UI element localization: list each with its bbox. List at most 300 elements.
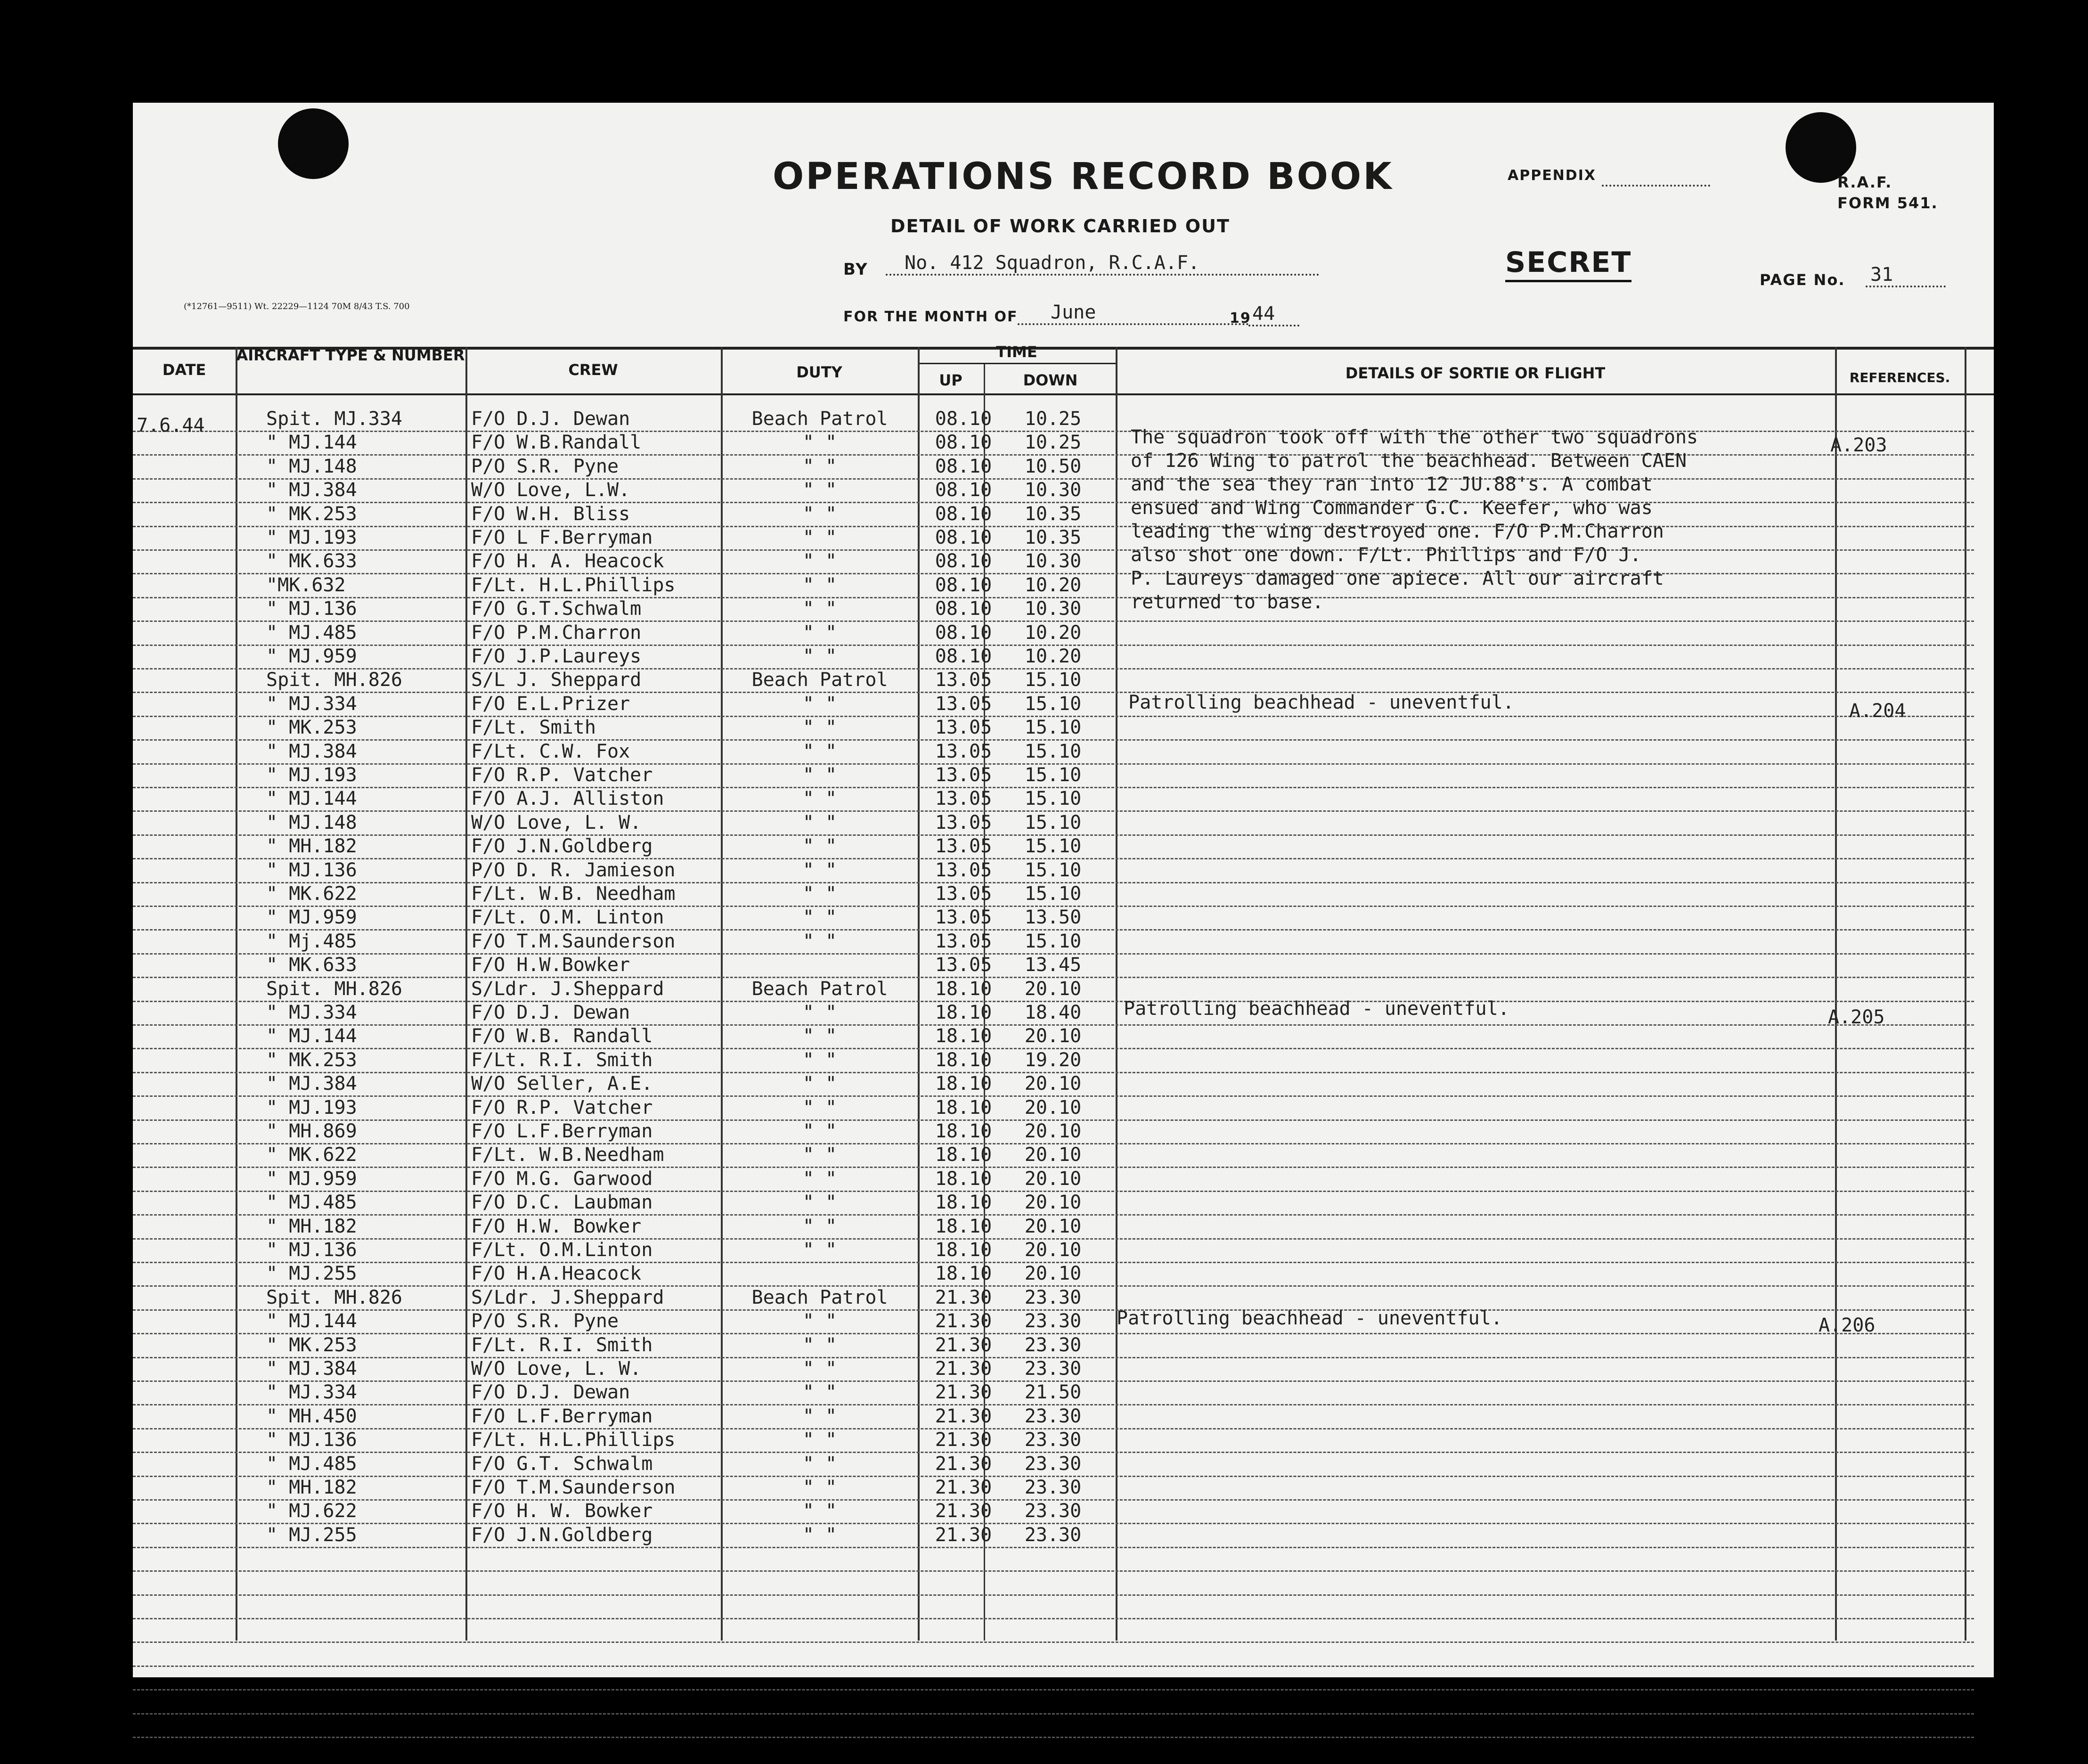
crew-cell: F/O A.J. Alliston xyxy=(471,788,664,809)
crew-cell: F/O J.P.Laureys xyxy=(471,645,642,667)
time-up-cell: 13.05 xyxy=(935,835,992,857)
time-down-cell: 10.20 xyxy=(1024,622,1082,644)
time-up-cell: 08.10 xyxy=(935,598,992,620)
duty-cell: " " xyxy=(802,645,837,667)
time-down-cell: 23.30 xyxy=(1024,1310,1082,1332)
time-down-cell: 15.10 xyxy=(1024,693,1082,715)
aircraft-cell: " MJ.148 xyxy=(266,812,357,833)
reference-1: A.203 xyxy=(1830,434,1887,456)
time-up-cell: 08.10 xyxy=(935,503,992,525)
page-title: OPERATIONS RECORD BOOK xyxy=(773,155,1394,198)
aircraft-cell: " MJ.193 xyxy=(266,764,357,786)
time-down-cell: 20.10 xyxy=(1024,1097,1082,1119)
duty-cell: " " xyxy=(802,1429,837,1451)
aircraft-cell: " MJ.959 xyxy=(266,1168,357,1190)
time-down-cell: 15.10 xyxy=(1024,812,1082,833)
duty-cell: " " xyxy=(802,835,837,857)
time-down-cell: 10.30 xyxy=(1024,550,1082,572)
crew-cell: F/O D.J. Dewan xyxy=(471,408,630,430)
raf-label: R.A.F. xyxy=(1837,173,1892,191)
duty-cell: " " xyxy=(802,931,837,952)
duty-cell: " " xyxy=(802,503,837,525)
col-header-duty: DUTY xyxy=(796,363,842,381)
duty-cell: " " xyxy=(802,1334,837,1356)
crew-cell: W/O Love, L. W. xyxy=(471,1358,642,1380)
appendix-line xyxy=(1602,185,1710,187)
duty-cell: " " xyxy=(802,741,837,762)
duty-cell: " " xyxy=(802,812,837,833)
aircraft-cell: " MJ.136 xyxy=(266,859,357,881)
year-value: 44 xyxy=(1248,303,1299,327)
time-up-cell: 18.10 xyxy=(935,978,992,1000)
time-down-cell: 15.10 xyxy=(1024,931,1082,952)
row-rule xyxy=(133,1547,1974,1548)
punch-hole-right xyxy=(1786,112,1856,183)
crew-cell: S/Ldr. J.Sheppard xyxy=(471,1287,664,1308)
crew-cell: F/O J.N.Goldberg xyxy=(471,1524,653,1546)
squadron-name: No. 412 Squadron, R.C.A.F. xyxy=(886,252,1319,276)
crew-cell: P/O S.R. Pyne xyxy=(471,456,619,477)
aircraft-cell: " MJ.136 xyxy=(266,1429,357,1451)
time-up-cell: 18.10 xyxy=(935,1002,992,1023)
time-up-cell: 13.05 xyxy=(935,931,992,952)
sortie-detail-line: of 126 Wing to patrol the beachhead. Between CAEN xyxy=(1131,450,1687,472)
form-number: FORM 541. xyxy=(1837,194,1938,212)
aircraft-cell: " MK.622 xyxy=(266,1144,357,1166)
time-down-cell: 20.10 xyxy=(1024,1144,1082,1166)
aircraft-cell: " MJ.959 xyxy=(266,906,357,928)
aircraft-cell: " MJ.622 xyxy=(266,1500,357,1522)
crew-cell: F/Lt. H.L.Phillips xyxy=(471,1429,676,1451)
crew-cell: F/O J.N.Goldberg xyxy=(471,835,653,857)
entry-date: 7.6.44 xyxy=(137,415,205,436)
crew-cell: F/O H.A.Heacock xyxy=(471,1263,642,1284)
time-up-cell: 18.10 xyxy=(935,1049,992,1071)
col-border-crew xyxy=(721,347,723,1641)
aircraft-cell: " MJ.144 xyxy=(266,788,357,809)
crew-cell: F/O L F.Berryman xyxy=(471,527,653,548)
time-up-cell: 21.30 xyxy=(935,1524,992,1546)
time-up-cell: 18.10 xyxy=(935,1073,992,1094)
aircraft-cell: " MJ.384 xyxy=(266,479,357,501)
month-value: June xyxy=(1018,302,1248,325)
duty-cell: " " xyxy=(802,1144,837,1166)
crew-cell: F/O P.M.Charron xyxy=(471,622,642,644)
time-up-cell: 13.05 xyxy=(935,883,992,905)
aircraft-cell: " MK.253 xyxy=(266,717,357,738)
appendix-label: APPENDIX xyxy=(1508,167,1596,184)
time-up-cell: 13.05 xyxy=(935,693,992,715)
duty-cell: " " xyxy=(802,622,837,644)
time-down-cell: 13.50 xyxy=(1024,906,1082,928)
aircraft-cell: " MJ.193 xyxy=(266,1097,357,1119)
duty-cell: " " xyxy=(802,717,837,738)
duty-cell: " " xyxy=(802,1073,837,1094)
aircraft-cell: " MK.253 xyxy=(266,503,357,525)
crew-cell: S/L J. Sheppard xyxy=(471,669,642,691)
duty-cell: Beach Patrol xyxy=(751,669,888,691)
col-border-aircraft xyxy=(465,347,467,1641)
aircraft-cell: " MJ.148 xyxy=(266,456,357,477)
duty-cell xyxy=(723,1262,916,1285)
duty-cell: " " xyxy=(802,1453,837,1475)
aircraft-cell: " MK.633 xyxy=(266,550,357,572)
col-border-date xyxy=(236,347,237,1641)
time-up-cell: 13.05 xyxy=(935,812,992,833)
aircraft-cell: " MJ.959 xyxy=(266,645,357,667)
aircraft-cell: " MK.253 xyxy=(266,1049,357,1071)
col-header-details: DETAILS OF SORTIE OR FLIGHT xyxy=(1345,364,1606,382)
duty-cell: " " xyxy=(802,598,837,620)
duty-cell: " " xyxy=(802,574,837,596)
row-rule xyxy=(133,1713,1974,1715)
crew-cell: F/Lt. R.I. Smith xyxy=(471,1049,653,1071)
col-border-right xyxy=(1965,347,1966,1641)
time-down-cell: 23.30 xyxy=(1024,1477,1082,1498)
row-rule xyxy=(133,1570,1974,1572)
time-up-cell: 13.05 xyxy=(935,764,992,786)
time-down-cell: 10.20 xyxy=(1024,645,1082,667)
row-rule xyxy=(133,1666,1974,1667)
row-rule xyxy=(133,1642,1974,1643)
time-down-cell: 23.30 xyxy=(1024,1334,1082,1356)
duty-cell: " " xyxy=(802,1405,837,1427)
duty-cell: " " xyxy=(802,1524,837,1546)
time-down-cell: 10.30 xyxy=(1024,598,1082,620)
time-up-cell: 13.05 xyxy=(935,906,992,928)
time-down-cell: 15.10 xyxy=(1024,741,1082,762)
time-down-cell: 15.10 xyxy=(1024,835,1082,857)
aircraft-cell: " MJ.334 xyxy=(266,693,357,715)
crew-cell: F/O H.W.Bowker xyxy=(471,954,630,976)
aircraft-cell: Spit. MH.826 xyxy=(266,978,402,1000)
crew-cell: W/O Love, L. W. xyxy=(471,812,642,833)
duty-cell: " " xyxy=(802,1025,837,1047)
time-down-cell: 23.30 xyxy=(1024,1358,1082,1380)
time-down-cell: 23.30 xyxy=(1024,1500,1082,1522)
time-down-cell: 10.35 xyxy=(1024,503,1082,525)
time-up-cell: 08.10 xyxy=(935,479,992,501)
time-up-cell: 21.30 xyxy=(935,1477,992,1498)
duty-cell: " " xyxy=(802,883,837,905)
time-down-cell: 23.30 xyxy=(1024,1287,1082,1308)
time-down-cell: 15.10 xyxy=(1024,717,1082,738)
time-up-cell: 08.10 xyxy=(935,527,992,548)
time-down-cell: 10.35 xyxy=(1024,527,1082,548)
crew-cell: F/O L.F.Berryman xyxy=(471,1405,653,1427)
time-down-cell: 23.30 xyxy=(1024,1524,1082,1546)
crew-cell: S/Ldr. J.Sheppard xyxy=(471,978,664,1000)
aircraft-cell: " MJ.384 xyxy=(266,1358,357,1380)
time-up-cell: 08.10 xyxy=(935,408,992,430)
sortie-detail-line: P. Laureys damaged one apiece. All our aircraft xyxy=(1131,568,1664,589)
crew-cell: F/O G.T.Schwalm xyxy=(471,598,642,620)
time-up-cell: 08.10 xyxy=(935,622,992,644)
time-up-cell: 18.10 xyxy=(935,1097,992,1119)
aircraft-cell: " MJ.136 xyxy=(266,1239,357,1261)
aircraft-cell: " MH.869 xyxy=(266,1120,357,1142)
time-up-cell: 21.30 xyxy=(935,1500,992,1522)
crew-cell: F/O D.J. Dewan xyxy=(471,1381,630,1403)
duty-cell: " " xyxy=(802,1358,837,1380)
page-number: 31 xyxy=(1866,264,1946,287)
aircraft-cell: " MJ.485 xyxy=(266,1453,357,1475)
aircraft-cell: " MJ.334 xyxy=(266,1002,357,1023)
crew-cell: F/Lt. C.W. Fox xyxy=(471,741,630,762)
sortie-detail-line: and the sea they ran into 12 JU.88's. A combat xyxy=(1131,474,1653,495)
reference-2: A.204 xyxy=(1849,700,1906,722)
sortie-detail-2: Patrolling beachhead - uneventful. xyxy=(1128,692,1514,713)
crew-cell: F/Lt. W.B.Needham xyxy=(471,1144,664,1166)
time-up-cell: 13.05 xyxy=(935,954,992,976)
duty-cell: " " xyxy=(802,1097,837,1119)
time-down-cell: 20.10 xyxy=(1024,1025,1082,1047)
crew-cell: F/O W.H. Bliss xyxy=(471,503,630,525)
crew-cell: F/O E.L.Prizer xyxy=(471,693,630,715)
crew-cell: F/O H.W. Bowker xyxy=(471,1216,642,1237)
crew-cell: F/O G.T. Schwalm xyxy=(471,1453,653,1475)
crew-cell: F/O M.G. Garwood xyxy=(471,1168,653,1190)
duty-cell: " " xyxy=(802,1216,837,1237)
aircraft-cell: " MJ.193 xyxy=(266,527,357,548)
aircraft-cell: " MH.182 xyxy=(266,835,357,857)
duty-cell: " " xyxy=(802,788,837,809)
col-header-time: TIME xyxy=(996,343,1037,361)
time-up-cell: 18.10 xyxy=(935,1025,992,1047)
col-header-crew: CREW xyxy=(568,361,618,379)
duty-cell: Beach Patrol xyxy=(751,408,888,430)
time-down-cell: 10.25 xyxy=(1024,432,1082,453)
aircraft-cell: " Mj.485 xyxy=(266,931,357,952)
col-header-references: REFERENCES. xyxy=(1849,370,1950,385)
time-up-cell: 21.30 xyxy=(935,1358,992,1380)
time-down-cell: 15.10 xyxy=(1024,669,1082,691)
time-down-cell: 10.50 xyxy=(1024,456,1082,477)
by-label: BY xyxy=(843,260,868,279)
crew-cell: W/O Seller, A.E. xyxy=(471,1073,653,1094)
time-up-cell: 18.10 xyxy=(935,1120,992,1142)
time-up-cell: 21.30 xyxy=(935,1381,992,1403)
crew-cell: F/O T.M.Saunderson xyxy=(471,1477,676,1498)
col-border-details xyxy=(1835,347,1837,1641)
time-up-cell: 18.10 xyxy=(935,1216,992,1237)
col-header-aircraft xyxy=(236,342,465,364)
time-up-cell: 18.10 xyxy=(935,1192,992,1213)
crew-cell: F/Lt. O.M. Linton xyxy=(471,906,664,928)
sortie-detail-line: The squadron took off with the other two squadrons xyxy=(1131,426,1698,448)
aircraft-cell: " MK.622 xyxy=(266,883,357,905)
punch-hole-left xyxy=(278,108,349,179)
crew-cell: F/Lt. O.M.Linton xyxy=(471,1239,653,1261)
time-down-cell: 23.30 xyxy=(1024,1429,1082,1451)
time-down-cell: 15.10 xyxy=(1024,764,1082,786)
time-up-cell: 18.10 xyxy=(935,1168,992,1190)
time-up-cell: 18.10 xyxy=(935,1263,992,1284)
crew-cell: P/O D. R. Jamieson xyxy=(471,859,676,881)
time-up-cell: 08.10 xyxy=(935,574,992,596)
time-down-cell: 20.10 xyxy=(1024,1239,1082,1261)
crew-cell: F/Lt. R.I. Smith xyxy=(471,1334,653,1356)
time-up-cell: 08.10 xyxy=(935,550,992,572)
time-down-cell: 20.10 xyxy=(1024,1073,1082,1094)
duty-cell: " " xyxy=(802,1310,837,1332)
time-down-cell: 20.10 xyxy=(1024,1168,1082,1190)
aircraft-cell: " MK.253 xyxy=(266,1334,357,1356)
duty-cell: " " xyxy=(802,1120,837,1142)
time-down-cell: 15.10 xyxy=(1024,883,1082,905)
aircraft-cell: " MJ.144 xyxy=(266,1310,357,1332)
time-up-cell: 21.30 xyxy=(935,1310,992,1332)
aircraft-cell: Spit. MH.826 xyxy=(266,1287,402,1308)
time-up-cell: 18.10 xyxy=(935,1239,992,1261)
time-down-cell: 20.10 xyxy=(1024,1216,1082,1237)
aircraft-cell: " MH.450 xyxy=(266,1405,357,1427)
aircraft-cell: " MJ.136 xyxy=(266,598,357,620)
col-header-date: DATE xyxy=(162,361,206,379)
aircraft-cell: Spit. MJ.334 xyxy=(266,408,402,430)
crew-cell: P/O S.R. Pyne xyxy=(471,1310,619,1332)
row-rule xyxy=(133,1689,1974,1690)
aircraft-cell: " MJ.255 xyxy=(266,1263,357,1284)
time-up-cell: 18.10 xyxy=(935,1144,992,1166)
time-down-cell: 20.10 xyxy=(1024,1263,1082,1284)
time-down-cell: 19.20 xyxy=(1024,1049,1082,1071)
duty-cell: " " xyxy=(802,693,837,715)
crew-cell: F/O W.B. Randall xyxy=(471,1025,653,1047)
crew-cell: F/Lt. W.B. Needham xyxy=(471,883,676,905)
duty-cell: " " xyxy=(802,456,837,477)
duty-cell: " " xyxy=(802,1192,837,1213)
time-down-cell: 18.40 xyxy=(1024,1002,1082,1023)
duty-cell: " " xyxy=(802,527,837,548)
time-up-cell: 21.30 xyxy=(935,1429,992,1451)
time-down-cell: 10.25 xyxy=(1024,408,1082,430)
time-down-cell: 20.10 xyxy=(1024,1120,1082,1142)
time-up-cell: 21.30 xyxy=(935,1453,992,1475)
time-down-cell: 23.30 xyxy=(1024,1453,1082,1475)
detail-of-work: DETAIL OF WORK CARRIED OUT xyxy=(890,216,1230,237)
time-down-cell: 20.10 xyxy=(1024,1192,1082,1213)
time-up-cell: 21.30 xyxy=(935,1334,992,1356)
time-down-cell: 10.20 xyxy=(1024,574,1082,596)
crew-cell: F/Lt. Smith xyxy=(471,717,596,738)
aircraft-cell: " MJ.384 xyxy=(266,741,357,762)
time-down-cell: 21.50 xyxy=(1024,1381,1082,1403)
crew-cell: F/O R.P. Vatcher xyxy=(471,1097,653,1119)
time-up-cell: 08.10 xyxy=(935,456,992,477)
time-down-cell: 20.10 xyxy=(1024,978,1082,1000)
sortie-detail-4: Patrolling beachhead - uneventful. xyxy=(1117,1307,1502,1329)
duty-cell: " " xyxy=(802,1477,837,1498)
duty-cell: " " xyxy=(802,1168,837,1190)
crew-cell: F/O W.B.Randall xyxy=(471,432,642,453)
reference-4: A.206 xyxy=(1819,1315,1876,1336)
aircraft-cell: " MJ.384 xyxy=(266,1073,357,1094)
secret-stamp: SECRET xyxy=(1505,246,1631,282)
time-up-cell: 13.05 xyxy=(935,669,992,691)
aircraft-cell: " MJ.144 xyxy=(266,432,357,453)
reference-3: A.205 xyxy=(1828,1006,1885,1028)
duty-cell: " " xyxy=(802,1049,837,1071)
crew-cell: F/O D.J. Dewan xyxy=(471,1002,630,1023)
time-up-cell: 08.10 xyxy=(935,645,992,667)
time-up-cell: 13.05 xyxy=(935,859,992,881)
crew-cell: F/O L.F.Berryman xyxy=(471,1120,653,1142)
aircraft-cell: " MH.182 xyxy=(266,1477,357,1498)
sortie-detail-line: returned to base. xyxy=(1131,591,1324,613)
aircraft-cell: " MJ.144 xyxy=(266,1025,357,1047)
time-split-line xyxy=(918,363,1116,364)
sortie-detail-line: leading the wing destroyed one. F/O P.M.Charron xyxy=(1131,521,1664,542)
year-prefix: 19 xyxy=(1230,310,1251,327)
aircraft-cell: " MJ.485 xyxy=(266,1192,357,1213)
duty-cell: " " xyxy=(802,859,837,881)
aircraft-cell: " MJ.485 xyxy=(266,622,357,644)
duty-cell: " " xyxy=(802,432,837,453)
aircraft-cell: " MK.633 xyxy=(266,954,357,976)
print-reference: (*12761—9511) Wt. 22229—1124 70M 8/43 T.S. 700 xyxy=(184,302,410,311)
page-label: PAGE No. xyxy=(1760,271,1845,289)
time-down-cell: 10.30 xyxy=(1024,479,1082,501)
sortie-detail-3: Patrolling beachhead - uneventful. xyxy=(1124,998,1509,1020)
duty-cell: " " xyxy=(802,764,837,786)
time-up-cell: 13.05 xyxy=(935,788,992,809)
duty-cell: Beach Patrol xyxy=(751,1287,888,1308)
month-label: FOR THE MONTH OF xyxy=(843,309,1018,325)
duty-cell: " " xyxy=(802,550,837,572)
col-border-down xyxy=(1116,347,1117,1641)
row-rule xyxy=(133,1618,1974,1619)
crew-cell: W/O Love, L.W. xyxy=(471,479,630,501)
sortie-detail-line: also shot one down. F/Lt. Phillips and F/O J. xyxy=(1131,544,1641,566)
crew-cell: F/Lt. H.L.Phillips xyxy=(471,574,676,596)
duty-cell xyxy=(723,953,916,977)
duty-cell: " " xyxy=(802,906,837,928)
aircraft-cell: " MJ.334 xyxy=(266,1381,357,1403)
aircraft-cell: "MK.632 xyxy=(266,574,346,596)
sortie-detail-line: ensued and Wing Commander G.C. Keefer, who was xyxy=(1131,497,1653,519)
time-up-cell: 13.05 xyxy=(935,717,992,738)
time-down-cell: 23.30 xyxy=(1024,1405,1082,1427)
crew-cell: F/O D.C. Laubman xyxy=(471,1192,653,1213)
row-rule xyxy=(133,1737,1974,1738)
time-up-cell: 08.10 xyxy=(935,432,992,453)
col-header-down: DOWN xyxy=(1023,371,1078,389)
crew-cell: F/O R.P. Vatcher xyxy=(471,764,653,786)
time-down-cell: 13.45 xyxy=(1024,954,1082,976)
aircraft-cell: " MH.182 xyxy=(266,1216,357,1237)
row-rule xyxy=(133,1594,1974,1596)
crew-cell: F/O T.M.Saunderson xyxy=(471,931,676,952)
crew-cell: F/O H. A. Heacock xyxy=(471,550,664,572)
col-header-up: UP xyxy=(939,371,962,389)
time-down-cell: 15.10 xyxy=(1024,859,1082,881)
duty-cell: " " xyxy=(802,479,837,501)
aircraft-cell: " MJ.255 xyxy=(266,1524,357,1546)
time-down-cell: 15.10 xyxy=(1024,788,1082,809)
duty-cell: " " xyxy=(802,1500,837,1522)
duty-cell: " " xyxy=(802,1381,837,1403)
crew-cell: F/O H. W. Bowker xyxy=(471,1500,653,1522)
col-header-aircraft-text: AIRCRAFT TYPE & NUMBER xyxy=(236,346,465,364)
duty-cell: Beach Patrol xyxy=(751,978,888,1000)
aircraft-cell: Spit. MH.826 xyxy=(266,669,402,691)
time-up-cell: 21.30 xyxy=(935,1405,992,1427)
time-up-cell: 21.30 xyxy=(935,1287,992,1308)
time-up-cell: 13.05 xyxy=(935,741,992,762)
duty-cell: " " xyxy=(802,1002,837,1023)
duty-cell: " " xyxy=(802,1239,837,1261)
